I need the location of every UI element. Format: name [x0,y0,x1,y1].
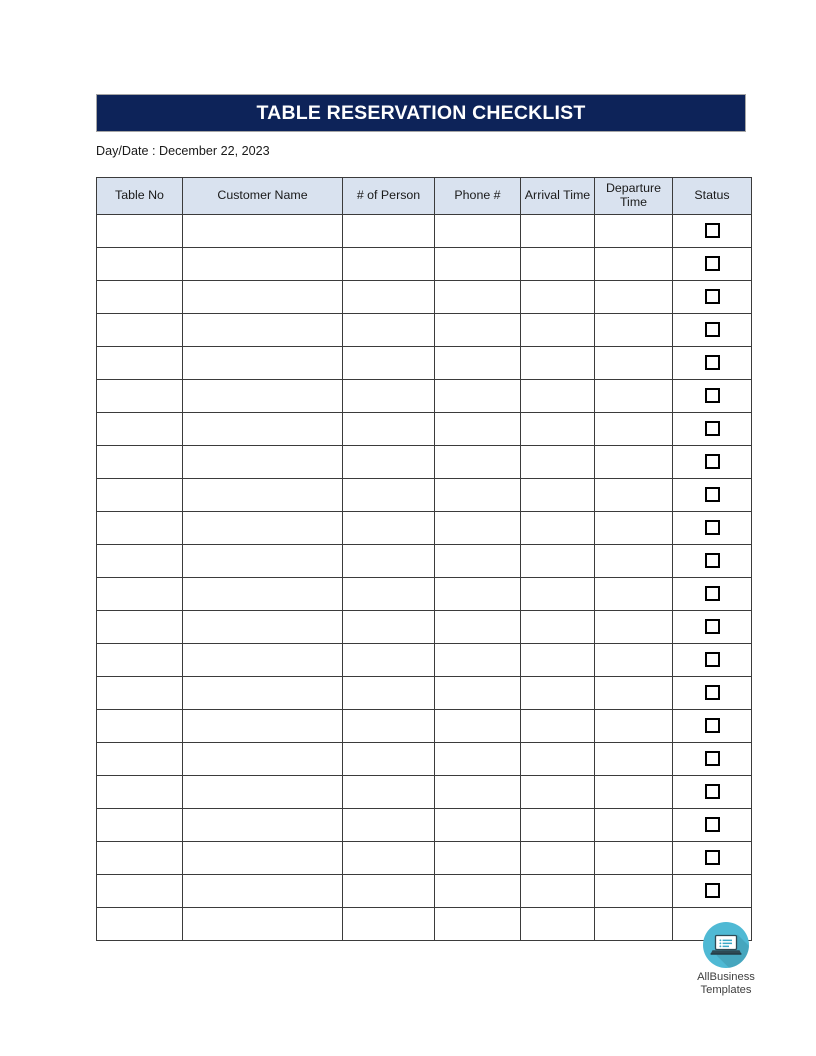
cell-departure_time[interactable] [595,908,673,941]
status-checkbox[interactable] [705,520,720,535]
cell-departure_time[interactable] [595,413,673,446]
status-cell[interactable] [673,380,752,413]
cell-departure_time[interactable] [595,281,673,314]
cell-arrival_time[interactable] [521,314,595,347]
cell-table_no[interactable] [97,446,183,479]
status-cell[interactable] [673,413,752,446]
status-checkbox[interactable] [705,553,720,568]
cell-num_person[interactable] [343,314,435,347]
cell-num_person[interactable] [343,215,435,248]
status-checkbox[interactable] [705,784,720,799]
cell-num_person[interactable] [343,611,435,644]
cell-customer_name[interactable] [183,413,343,446]
cell-table_no[interactable] [97,776,183,809]
table-row [97,908,752,941]
cell-num_person[interactable] [343,413,435,446]
cell-table_no[interactable] [97,314,183,347]
cell-table_no[interactable] [97,578,183,611]
cell-customer_name[interactable] [183,578,343,611]
cell-phone[interactable] [435,743,521,776]
cell-phone[interactable] [435,248,521,281]
cell-customer_name[interactable] [183,743,343,776]
cell-table_no[interactable] [97,413,183,446]
column-header-status: Status [673,178,752,215]
cell-departure_time[interactable] [595,842,673,875]
cell-table_no[interactable] [97,545,183,578]
table-row [97,413,752,446]
cell-phone[interactable] [435,281,521,314]
status-cell[interactable] [673,842,752,875]
table-row [97,512,752,545]
cell-num_person[interactable] [343,380,435,413]
cell-num_person[interactable] [343,281,435,314]
cell-arrival_time[interactable] [521,545,595,578]
cell-phone[interactable] [435,347,521,380]
status-checkbox[interactable] [705,289,720,304]
status-cell[interactable] [673,248,752,281]
cell-phone[interactable] [435,776,521,809]
cell-phone[interactable] [435,611,521,644]
cell-table_no[interactable] [97,644,183,677]
table-row [97,710,752,743]
status-cell[interactable] [673,578,752,611]
cell-phone[interactable] [435,809,521,842]
cell-arrival_time[interactable] [521,611,595,644]
cell-table_no[interactable] [97,710,183,743]
cell-departure_time[interactable] [595,677,673,710]
logo-caption-line2: Templates [700,983,752,996]
cell-arrival_time[interactable] [521,710,595,743]
cell-num_person[interactable] [343,809,435,842]
cell-num_person[interactable] [343,644,435,677]
cell-phone[interactable] [435,677,521,710]
cell-phone[interactable] [435,413,521,446]
cell-customer_name[interactable] [183,380,343,413]
logo-caption-line1: AllBusiness [697,971,755,983]
cell-table_no[interactable] [97,809,183,842]
cell-arrival_time[interactable] [521,875,595,908]
column-header-departure-time: Departure Time [595,178,673,215]
cell-num_person[interactable] [343,347,435,380]
cell-table_no[interactable] [97,875,183,908]
status-cell[interactable] [673,743,752,776]
table-row [97,611,752,644]
cell-phone[interactable] [435,446,521,479]
cell-customer_name[interactable] [183,809,343,842]
status-cell[interactable] [673,776,752,809]
cell-arrival_time[interactable] [521,578,595,611]
status-checkbox[interactable] [705,586,720,601]
table-row [97,842,752,875]
cell-table_no[interactable] [97,380,183,413]
table-row [97,347,752,380]
cell-phone[interactable] [435,512,521,545]
status-checkbox[interactable] [705,685,720,700]
cell-num_person[interactable] [343,512,435,545]
cell-phone[interactable] [435,479,521,512]
cell-customer_name[interactable] [183,512,343,545]
status-checkbox[interactable] [705,652,720,667]
status-checkbox[interactable] [705,718,720,733]
cell-customer_name[interactable] [183,479,343,512]
cell-arrival_time[interactable] [521,413,595,446]
day-date-label: Day/Date : December 22, 2023 [96,144,270,158]
cell-departure_time[interactable] [595,512,673,545]
cell-num_person[interactable] [343,908,435,941]
cell-customer_name[interactable] [183,776,343,809]
cell-departure_time[interactable] [595,875,673,908]
cell-table_no[interactable] [97,281,183,314]
table-row [97,875,752,908]
cell-departure_time[interactable] [595,809,673,842]
reservation-table [96,177,752,941]
cell-arrival_time[interactable] [521,446,595,479]
cell-num_person[interactable] [343,710,435,743]
cell-num_person[interactable] [343,545,435,578]
table-row [97,248,752,281]
status-checkbox[interactable] [705,487,720,502]
cell-customer_name[interactable] [183,248,343,281]
status-cell[interactable] [673,710,752,743]
cell-arrival_time[interactable] [521,248,595,281]
cell-num_person[interactable] [343,248,435,281]
cell-departure_time[interactable] [595,578,673,611]
cell-customer_name[interactable] [183,710,343,743]
status-cell[interactable] [673,281,752,314]
table-body [97,215,752,941]
status-cell[interactable] [673,611,752,644]
cell-phone[interactable] [435,842,521,875]
status-checkbox[interactable] [705,223,720,238]
cell-departure_time[interactable] [595,611,673,644]
column-header-phone: Phone # [435,178,521,215]
cell-table_no[interactable] [97,512,183,545]
column-header-num-person: # of Person [343,178,435,215]
cell-arrival_time[interactable] [521,908,595,941]
page-title: TABLE RESERVATION CHECKLIST [256,101,586,124]
cell-table_no[interactable] [97,215,183,248]
table-row [97,776,752,809]
cell-departure_time[interactable] [595,248,673,281]
cell-arrival_time[interactable] [521,644,595,677]
status-cell[interactable] [673,545,752,578]
cell-table_no[interactable] [97,743,183,776]
cell-customer_name[interactable] [183,446,343,479]
cell-departure_time[interactable] [595,545,673,578]
table-row [97,479,752,512]
table-row [97,545,752,578]
status-cell[interactable] [673,215,752,248]
status-cell[interactable] [673,875,752,908]
cell-arrival_time[interactable] [521,809,595,842]
table-row [97,314,752,347]
cell-num_person[interactable] [343,776,435,809]
cell-phone[interactable] [435,545,521,578]
table-row [97,809,752,842]
table-row [97,677,752,710]
cell-customer_name[interactable] [183,281,343,314]
cell-arrival_time[interactable] [521,842,595,875]
table-row [97,380,752,413]
status-checkbox[interactable] [705,388,720,403]
cell-table_no[interactable] [97,677,183,710]
cell-customer_name[interactable] [183,677,343,710]
cell-num_person[interactable] [343,677,435,710]
cell-departure_time[interactable] [595,215,673,248]
cell-departure_time[interactable] [595,314,673,347]
cell-departure_time[interactable] [595,380,673,413]
status-checkbox[interactable] [705,454,720,469]
cell-phone[interactable] [435,875,521,908]
cell-departure_time[interactable] [595,446,673,479]
cell-arrival_time[interactable] [521,512,595,545]
column-header-arrival-time: Arrival Time [521,178,595,215]
cell-phone[interactable] [435,710,521,743]
cell-phone[interactable] [435,578,521,611]
status-cell[interactable] [673,314,752,347]
cell-customer_name[interactable] [183,314,343,347]
table-row [97,743,752,776]
cell-table_no[interactable] [97,248,183,281]
cell-customer_name[interactable] [183,347,343,380]
cell-departure_time[interactable] [595,710,673,743]
cell-customer_name[interactable] [183,908,343,941]
cell-departure_time[interactable] [595,347,673,380]
status-checkbox[interactable] [705,751,720,766]
cell-phone[interactable] [435,644,521,677]
cell-table_no[interactable] [97,347,183,380]
cell-customer_name[interactable] [183,644,343,677]
status-checkbox[interactable] [705,322,720,337]
table-row [97,578,752,611]
cell-table_no[interactable] [97,611,183,644]
cell-customer_name[interactable] [183,875,343,908]
cell-phone[interactable] [435,908,521,941]
cell-arrival_time[interactable] [521,347,595,380]
cell-customer_name[interactable] [183,545,343,578]
status-cell[interactable] [673,479,752,512]
cell-table_no[interactable] [97,479,183,512]
status-checkbox[interactable] [705,619,720,634]
laptop-icon [702,921,750,969]
logo-caption [694,971,758,996]
status-checkbox[interactable] [705,355,720,370]
cell-table_no[interactable] [97,842,183,875]
status-cell[interactable] [673,347,752,380]
status-cell[interactable] [673,809,752,842]
cell-arrival_time[interactable] [521,380,595,413]
column-header-table-no: Table No [97,178,183,215]
cell-num_person[interactable] [343,842,435,875]
cell-arrival_time[interactable] [521,479,595,512]
status-checkbox[interactable] [705,256,720,271]
cell-num_person[interactable] [343,446,435,479]
status-checkbox[interactable] [705,817,720,832]
cell-arrival_time[interactable] [521,677,595,710]
table-row [97,215,752,248]
cell-customer_name[interactable] [183,611,343,644]
cell-num_person[interactable] [343,875,435,908]
cell-phone[interactable] [435,380,521,413]
status-cell[interactable] [673,512,752,545]
table-row [97,281,752,314]
cell-arrival_time[interactable] [521,743,595,776]
cell-customer_name[interactable] [183,215,343,248]
cell-num_person[interactable] [343,578,435,611]
brand-logo [694,921,758,996]
table-header-row [97,178,752,215]
cell-phone[interactable] [435,215,521,248]
cell-departure_time[interactable] [595,743,673,776]
document-title-bar [96,94,746,132]
cell-arrival_time[interactable] [521,281,595,314]
cell-departure_time[interactable] [595,479,673,512]
cell-departure_time[interactable] [595,644,673,677]
status-cell[interactable] [673,677,752,710]
table-row [97,644,752,677]
reservation-table-container [96,177,751,941]
status-checkbox[interactable] [705,421,720,436]
table-header [97,178,752,215]
cell-arrival_time[interactable] [521,215,595,248]
cell-num_person[interactable] [343,743,435,776]
column-header-customer-name: Customer Name [183,178,343,215]
cell-departure_time[interactable] [595,776,673,809]
status-checkbox[interactable] [705,850,720,865]
status-cell[interactable] [673,644,752,677]
cell-phone[interactable] [435,314,521,347]
table-row [97,446,752,479]
cell-arrival_time[interactable] [521,776,595,809]
status-cell[interactable] [673,446,752,479]
cell-customer_name[interactable] [183,842,343,875]
cell-table_no[interactable] [97,908,183,941]
cell-num_person[interactable] [343,479,435,512]
status-checkbox[interactable] [705,883,720,898]
